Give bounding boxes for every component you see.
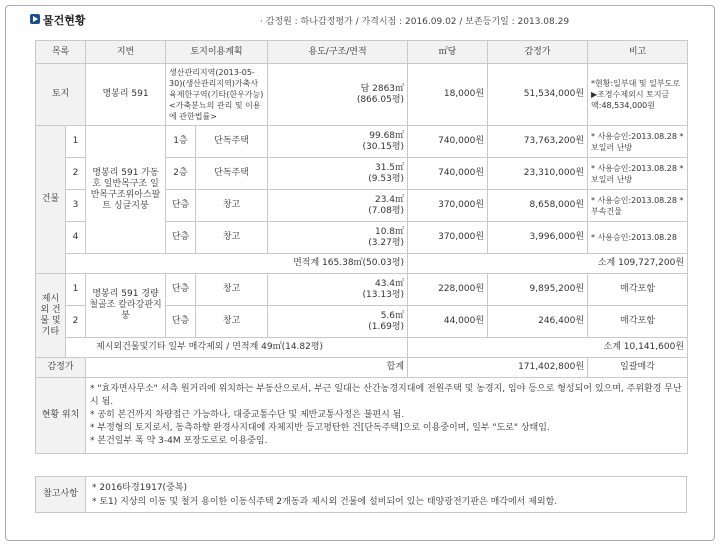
- building-no: 1: [66, 126, 86, 158]
- extra-per-sqm: 44,000원: [408, 306, 488, 338]
- land-jibun: 명봉리 591: [86, 64, 166, 126]
- area-py: (1.69평): [368, 321, 405, 332]
- extra-per-sqm: 228,000원: [408, 274, 488, 306]
- land-row: [36, 64, 688, 126]
- building-summary-row: [36, 254, 688, 274]
- extra-jibun: 명봉리 591 경량철골조 칼라강판지붕: [86, 274, 166, 338]
- land-use: [268, 64, 408, 126]
- building-use: 창고: [196, 190, 268, 222]
- appraisal-total: 171,402,800원: [408, 358, 588, 378]
- building-per-sqm: 740,000원: [408, 158, 488, 190]
- building-note: * 사용승인:2013.08.28: [588, 222, 688, 254]
- building-area: [268, 158, 408, 190]
- area-sqm: 5.6㎡: [380, 310, 405, 321]
- building-label: 건물: [36, 126, 66, 274]
- extra-row: [36, 274, 688, 306]
- section-title: 물건현황: [43, 14, 86, 27]
- building-per-sqm: 370,000원: [408, 222, 488, 254]
- building-value: 73,763,200원: [488, 126, 588, 158]
- appraisal-note: 일괄매각: [588, 358, 688, 378]
- building-use: 창고: [196, 222, 268, 254]
- col-header-per-sqm: ㎡당: [408, 41, 488, 64]
- building-floor: 단층: [166, 190, 196, 222]
- col-header-jibun: 지번: [86, 41, 166, 64]
- extra-subtotal: 소계 10,141,600원: [408, 338, 688, 358]
- building-floor: 단층: [166, 222, 196, 254]
- building-per-sqm: 740,000원: [408, 126, 488, 158]
- building-jibun: 명봉리 591 가동호 일반목구조 일반목구조위아스팔트 싱글지붕: [86, 126, 166, 254]
- area-sqm: 43.4㎡: [374, 278, 405, 289]
- extra-note: 매각포함: [588, 306, 688, 338]
- building-area: [268, 222, 408, 254]
- building-floor: 1층: [166, 126, 196, 158]
- status-row: [36, 378, 688, 454]
- building-use: 단독주택: [196, 158, 268, 190]
- appraisal-total-label: 합계: [86, 358, 408, 378]
- status-label: 현황 위치: [36, 378, 86, 454]
- status-line: * 부정형의 토지로서, 동측하향 완경사지대에 자체지반 등고평탄한 건[단독주택]으로 이용중이며, 일부 "도로" 상태임.: [90, 423, 550, 433]
- area-py: (3.27평): [368, 237, 405, 248]
- building-no: 4: [66, 222, 86, 254]
- property-status-table: [35, 40, 688, 454]
- building-value: 3,996,000원: [488, 222, 588, 254]
- title-bar: [10, 10, 710, 28]
- reference-label: 참고사항: [36, 477, 86, 513]
- building-note: * 사용승인:2013.08.28 * 보일러 난방: [588, 158, 688, 190]
- area-py: (7.08평): [368, 205, 405, 216]
- land-area: 답 2863㎡: [360, 83, 405, 94]
- table-header-row: [36, 41, 688, 64]
- extra-summary: 제시외건물및기타 일부 매각제외 / 면적계 49㎡(14.82평): [66, 338, 408, 358]
- building-area: [268, 190, 408, 222]
- area-sqm: 31.5㎡: [374, 162, 405, 173]
- extra-area: [268, 306, 408, 338]
- col-header-value: 감정가: [488, 41, 588, 64]
- extra-floor: 단층: [166, 306, 196, 338]
- extra-label: 제시외 건물 및기타: [36, 274, 66, 358]
- status-line: * 본건일부 폭 약 3-4M 포장도로로 이용중임.: [90, 436, 268, 446]
- area-py: (9.53평): [368, 173, 405, 184]
- reference-line: * 토1) 지상의 이동 및 철거 용이한 이동식주택 2개동과 제시외 건물에 설비되어 있는 태양광전기판은 매각에서 제외함.: [92, 496, 558, 507]
- section-bullet-icon: [30, 14, 40, 24]
- extra-area: [268, 274, 408, 306]
- area-py: (30.15평): [362, 141, 405, 152]
- status-line: * 공히 본건까지 차량접근 가능하나, 대중교통수단 및 제반교통사정은 불편시 됨.: [90, 410, 405, 420]
- col-header-list: 목록: [36, 41, 86, 64]
- land-label: 토지: [36, 64, 86, 126]
- status-text: [86, 378, 688, 454]
- land-area-py: (866.05평): [356, 94, 405, 105]
- reference-table: [35, 476, 687, 513]
- land-value: 51,534,000원: [488, 64, 588, 126]
- area-sqm: 99.68㎡: [369, 130, 405, 141]
- reference-row: [36, 477, 687, 513]
- building-no: 3: [66, 190, 86, 222]
- land-note: *현황:일부대 및 일부도로 ▶조경수제외시 토지금액:48,534,000원: [588, 64, 688, 126]
- extra-note: 매각포함: [588, 274, 688, 306]
- col-header-plan: 토지이용계획: [166, 41, 268, 64]
- building-value: 8,658,000원: [488, 190, 588, 222]
- building-note: * 사용승인:2013.08.28 * 보일러 난방: [588, 126, 688, 158]
- land-per-sqm: 18,000원: [408, 64, 488, 126]
- reference-line: * 2016타경1917(중복): [92, 482, 187, 493]
- building-row: [36, 126, 688, 158]
- extra-value: 9,895,200원: [488, 274, 588, 306]
- area-sqm: 10.8㎡: [374, 226, 405, 237]
- appraisal-row: [36, 358, 688, 378]
- appraisal-label: 감정가: [36, 358, 86, 378]
- building-note: * 사용승인:2013.08.28 * 부속건물: [588, 190, 688, 222]
- building-no: 2: [66, 158, 86, 190]
- building-area-total: 면적계 165.38㎡(50.03평): [66, 254, 408, 274]
- col-header-note: 비고: [588, 41, 688, 64]
- appraisal-meta: · 감정원 : 하나감정평가 / 가격시점 : 2016.09.02 / 보존등기일 : 2013.08.29: [260, 17, 570, 27]
- extra-no: 2: [66, 306, 86, 338]
- building-floor: 2층: [166, 158, 196, 190]
- area-py: (13.13평): [362, 289, 405, 300]
- land-plan: 생산관리지역(2013-05-30)(생산관리지역)가축사육제한구역(기타(한우가능)<가축분뇨의 관리 및 이용에 관한법률>: [166, 64, 268, 126]
- extra-no: 1: [66, 274, 86, 306]
- extra-use: 창고: [196, 306, 268, 338]
- extra-summary-row: [36, 338, 688, 358]
- extra-use: 창고: [196, 274, 268, 306]
- area-sqm: 23.4㎡: [374, 194, 405, 205]
- reference-text: [86, 477, 687, 513]
- extra-value: 246,400원: [488, 306, 588, 338]
- extra-floor: 단층: [166, 274, 196, 306]
- col-header-use: 용도/구조/면적: [268, 41, 408, 64]
- building-value: 23,310,000원: [488, 158, 588, 190]
- building-use: 단독주택: [196, 126, 268, 158]
- building-subtotal: 소계 109,727,200원: [408, 254, 688, 274]
- building-area: [268, 126, 408, 158]
- status-line: * "효자면사무소" 서측 원거리에 위치하는 부동산으로서, 부근 일대는 산간농경지대에 전원주택 및 농경지, 임야 등으로 형성되어 있으며, 주위환경 무난시 됨.: [90, 384, 682, 407]
- building-per-sqm: 370,000원: [408, 190, 488, 222]
